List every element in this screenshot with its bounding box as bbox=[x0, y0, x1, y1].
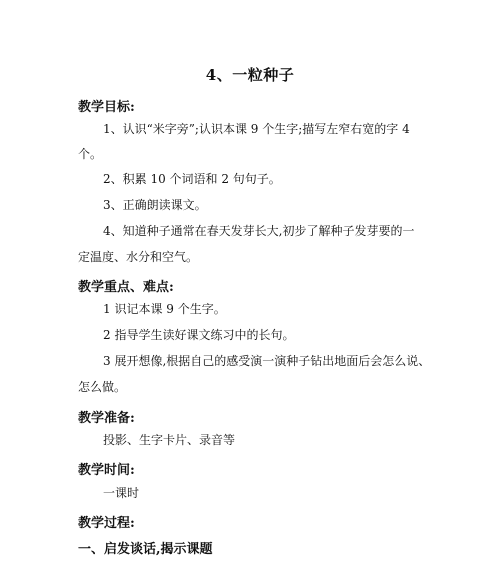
key-point-item-2: 2 指导学生读好课文练习中的长句。 bbox=[103, 328, 295, 342]
section-heading-goals: 教学目标: bbox=[78, 100, 135, 115]
section-heading-time: 教学时间: bbox=[78, 463, 135, 478]
section-heading-process: 教学过程: bbox=[78, 516, 135, 531]
section-heading-key-points: 教学重点、难点: bbox=[78, 280, 174, 295]
document-title: 4、一粒种子 bbox=[205, 66, 295, 84]
key-point-item-3-line-1: 3 展开想像,根据自己的感受演一演种子钻出地面后会怎么说、 bbox=[103, 354, 431, 368]
time-content: 一课时 bbox=[103, 486, 140, 500]
section-heading-preparation: 教学准备: bbox=[78, 411, 135, 426]
key-point-item-1: 1 识记本课 9 个生字。 bbox=[103, 302, 226, 316]
key-point-item-3-line-2: 怎么做。 bbox=[78, 380, 127, 394]
goal-item-4-line-2: 定温度、水分和空气。 bbox=[78, 250, 199, 264]
goal-item-2: 2、积累 10 个词语和 2 句句子。 bbox=[103, 172, 281, 186]
goal-item-1-line-2: 个。 bbox=[78, 147, 103, 161]
process-step-1: 一、启发谈话,揭示课题 bbox=[78, 542, 213, 557]
goal-item-1-line-1: 1、认识“米字旁”;认识本课 9 个生字;描写左窄右宽的字 4 bbox=[103, 122, 410, 136]
preparation-content: 投影、生字卡片、录音等 bbox=[103, 433, 236, 447]
goal-item-3: 3、正确朗读课文。 bbox=[103, 198, 207, 212]
goal-item-4-line-1: 4、知道种子通常在春天发芽长大,初步了解种子发芽要的一 bbox=[103, 224, 415, 238]
